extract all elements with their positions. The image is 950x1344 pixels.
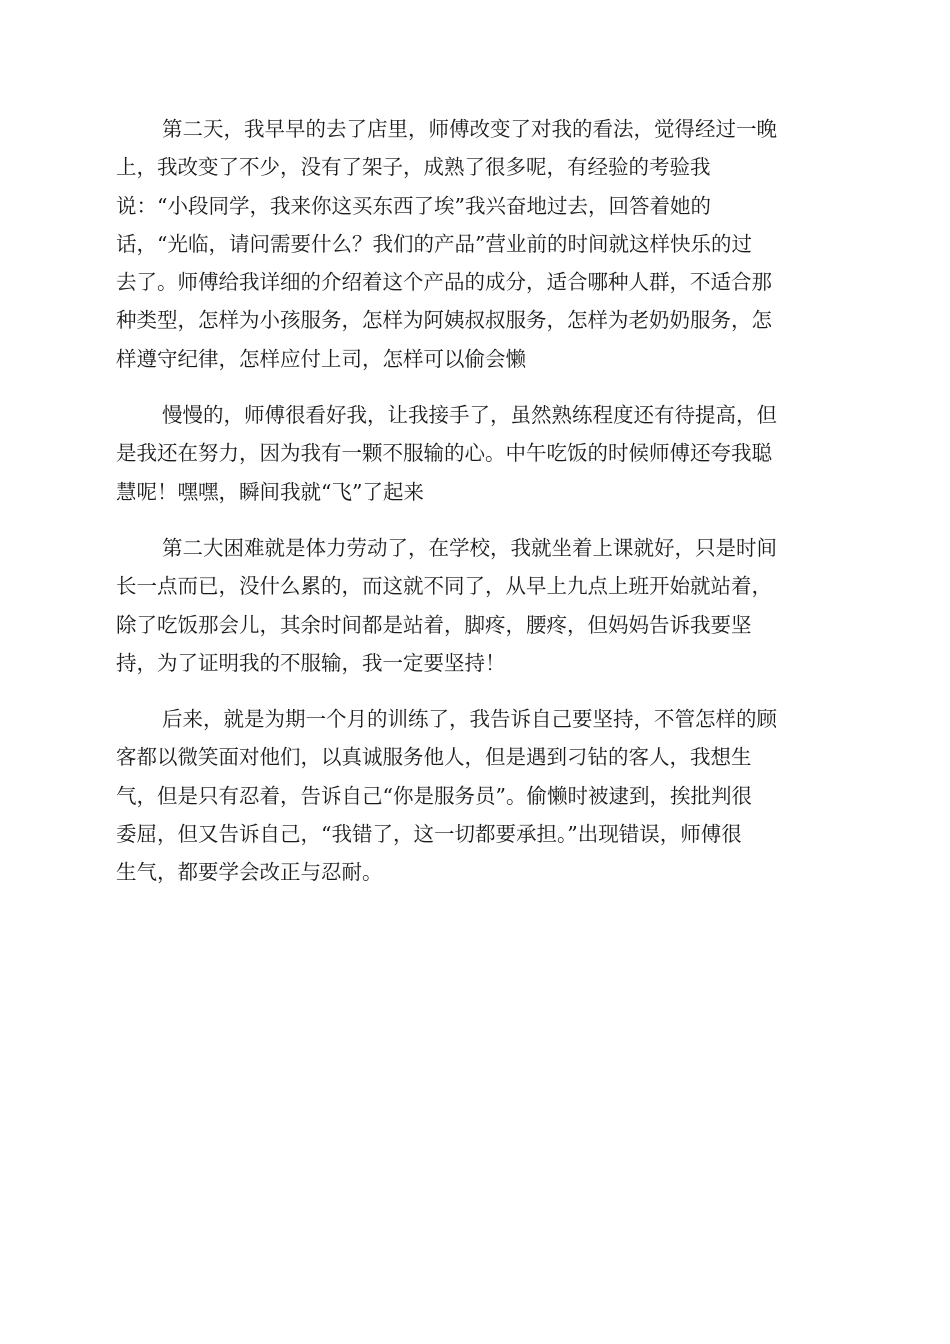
text-line: 长一点而已，没什么累的，而这就不同了，从早上九点上班开始就站着， — [116, 574, 772, 599]
text-line: 第二大困难就是体力劳动了，在学校，我就坐着上课就好，只是时间 — [162, 535, 777, 560]
text-line: 持，为了证明我的不服输，我一定要坚持！ — [116, 650, 506, 675]
text-line: 样遵守纪律，怎样应付上司，怎样可以偷会懒 — [116, 346, 526, 371]
text-line: 慢慢的，师傅很看好我，让我接手了，虽然熟练程度还有待提高，但 — [162, 403, 777, 428]
text-line: 第二天，我早早的去了店里，师傅改变了对我的看法，觉得经过一晚 — [162, 117, 777, 141]
text-line: 慧呢！嘿嘿，瞬间我就“飞”了起来 — [116, 479, 424, 504]
text-line: 说：“小段同学，我来你这买东西了埃”我兴奋地过去，回答着她的 — [116, 193, 711, 218]
text-line: 生气，都要学会改正与忍耐。 — [116, 860, 383, 885]
text-line: 气，但是只有忍着，告诉自己“你是服务员”。偷懒时被逮到，挨批判很 — [116, 783, 752, 808]
text-line: 委屈，但又告诉自己，“我错了，这一切都要承担。”出现错误，师傅很 — [116, 822, 742, 847]
paragraph-1 — [116, 110, 832, 378]
paragraph-4 — [116, 700, 832, 891]
paragraph-3 — [116, 529, 832, 682]
text-line: 除了吃饭那会儿，其余时间都是站着，脚疼，腰疼，但妈妈告诉我要坚 — [116, 612, 752, 637]
text-line: 客都以微笑面对他们，以真诚服务他人，但是遇到刁钻的客人，我想生 — [116, 745, 752, 770]
text-line: 种类型，怎样为小孩服务，怎样为阿姨叔叔服务，怎样为老奶奶服务，怎 — [116, 308, 772, 333]
text-line: 后来，就是为期一个月的训练了，我告诉自己要坚持，不管怎样的顾 — [162, 707, 777, 732]
text-line: 上，我改变了不少，没有了架子，成熟了很多呢，有经验的考验我 — [116, 155, 711, 180]
paragraph-2 — [116, 396, 832, 511]
text-line: 是我还在努力，因为我有一颗不服输的心。中午吃饭的时候师傅还夸我聪 — [116, 441, 772, 466]
text-line: 去了。师傅给我详细的介绍着这个产品的成分，适合哪种人群，不适合那 — [116, 270, 772, 295]
document-body — [116, 110, 832, 910]
text-line: 话，“光临，请问需要什么？我们的产品”营业前的时间就这样快乐的过 — [116, 231, 752, 256]
